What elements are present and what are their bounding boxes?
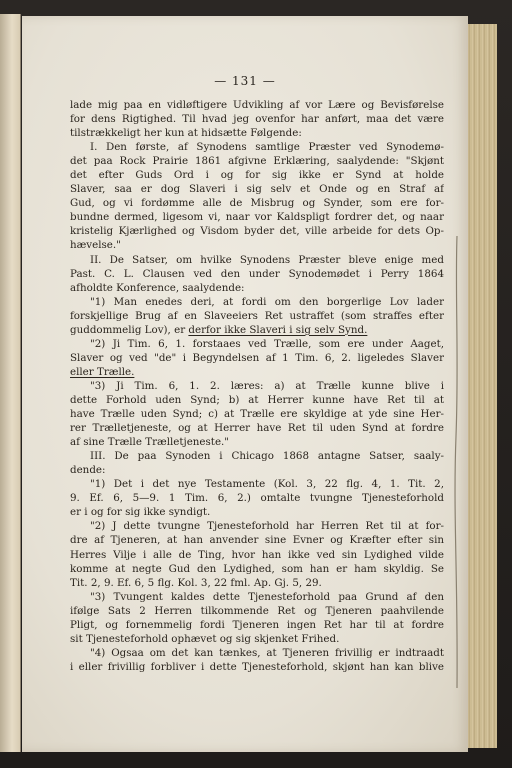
text-line: Past. C. L. Clausen ved den under Synodemødet i Perry 1864 bbox=[70, 267, 444, 280]
text-line: afholdte Konference, saalydende: bbox=[70, 281, 245, 294]
text-line: 9. Ef. 6, 5—9. 1 Tim. 6, 2.) omtalte tvungne Tjenesteforhold bbox=[70, 492, 444, 505]
text-line: ifølge Sats 2 Herren tilkommende Ret og Tjeneren paahvilende bbox=[70, 604, 444, 617]
text-line: forskjellige Brug af en Slaveeiers Ret ustraffet (som straffes efter bbox=[70, 309, 444, 322]
text-line: komme at negte Gud den Lydighed, som han er ham skyldig. Se bbox=[70, 562, 444, 575]
book-page bbox=[22, 16, 468, 752]
text-line: "4) Ogsaa om det kan tænkes, at Tjeneren frivillig er indtraadt bbox=[90, 646, 444, 659]
page-number: — 131 — bbox=[214, 74, 276, 88]
text-line: dre af Tjeneren, at han anvender sine Evner og Kræfter efter sin bbox=[70, 534, 444, 547]
text-line: "1) Man enedes deri, at fordi om den borgerlige Lov lader bbox=[90, 295, 444, 308]
text-line: Tit. 2, 9. Ef. 6, 5 flg. Kol. 3, 22 fml. Ap. Gj. 5, 29. bbox=[70, 576, 322, 589]
margin-pencil-line bbox=[452, 236, 462, 688]
text-line: guddommelig Lov), er derfor ikke Slaveri i sig selv Synd. bbox=[70, 323, 368, 336]
text-line: tilstrækkeligt her kun at hidsætte Følgende: bbox=[70, 127, 302, 140]
text-line: I. Den første, af Synodens samtlige Præster ved Synodemø- bbox=[90, 141, 444, 154]
text-line: bundne dermed, ligesom vi, naar vor Kaldspligt fordrer det, og naar bbox=[70, 211, 444, 224]
text-line: "2) Ji Tim. 6, 1. forstaaes ved Trælle, som ere under Aaget, bbox=[90, 337, 444, 350]
text-line: II. De Satser, om hvilke Synodens Præster bleve enige med bbox=[90, 253, 444, 266]
text-line: dette Forhold uden Synd; b) at Herrer kunne have Ret til at bbox=[70, 393, 444, 406]
text-line: "3) Tvungent kaldes dette Tjenesteforhold paa Grund af den bbox=[90, 590, 444, 603]
body-text bbox=[70, 98, 444, 674]
text-line: det efter Guds Ord i og for sig ikke er Synd at holde bbox=[70, 169, 444, 182]
text-line: "3) Ji Tim. 6, 1. 2. læres: a) at Trælle kunne blive i bbox=[90, 379, 444, 392]
text-line: hævelse." bbox=[70, 239, 121, 252]
text-line: "2) J dette tvungne Tjenesteforhold har Herren Ret til at for- bbox=[90, 520, 444, 533]
text-line: dende: bbox=[70, 464, 106, 477]
text-line: for dens Rigtighed. Til hvad jeg ovenfor har anført, maa det være bbox=[70, 113, 444, 126]
text-line: "1) Det i det nye Testamente (Kol. 3, 22 flg. 4, 1. Tit. 2, bbox=[90, 478, 444, 491]
text-line: Slaver og ved "de" i Begyndelsen af 1 Tim. 6, 2. ligeledes Slaver bbox=[70, 351, 444, 364]
text-line: Herres Vilje i alle de Ting, hvor han ikke ved sin Lydighed vilde bbox=[70, 548, 444, 561]
text-line: kristelig Kjærlighed og Visdom byder det, ville arbeide for dets Op- bbox=[70, 225, 444, 238]
text-line: lade mig paa en vidløftigere Udvikling af vor Lære og Bevisførelse bbox=[70, 99, 444, 111]
text-line: af sine Trælle Trælletjeneste." bbox=[70, 436, 230, 449]
text-line: Gud, og vi fordømme alle de Misbrug og Synder, som ere for- bbox=[70, 197, 444, 210]
text-line: det paa Rock Prairie 1861 afgivne Erklæring, saalydende: "Skjønt bbox=[70, 155, 444, 168]
text-line: i eller frivillig forbliver i dette Tjenesteforhold, skjønt han kan blive bbox=[70, 660, 444, 673]
text-line: have Trælle uden Synd; c) at Trælle ere skyldige at yde sine Her- bbox=[70, 408, 444, 421]
text-line: er i og for sig ikke syndigt. bbox=[70, 506, 211, 519]
text-line: rer Trælletjeneste, og at Herrer have Ret til uden Synd at fordre bbox=[70, 422, 444, 435]
text-line: Pligt, og fornemmelig fordi Tjeneren ingen Ret har til at fordre bbox=[70, 618, 444, 631]
underlined-text: derfor ikke Slaveri i sig selv Synd. bbox=[188, 323, 368, 336]
facing-page-edge bbox=[0, 14, 21, 752]
text-line: III. De paa Synoden i Chicago 1868 antagne Satser, saaly- bbox=[90, 450, 444, 463]
text-line: sit Tjenesteforhold ophævet og sig skjenket Frihed. bbox=[70, 632, 340, 645]
text-line bbox=[70, 365, 444, 379]
underlined-text: eller Trælle. bbox=[70, 365, 135, 378]
text-line: Slaver, saa er dog Slaveri i sig selv et Onde og en Straf af bbox=[70, 183, 444, 196]
